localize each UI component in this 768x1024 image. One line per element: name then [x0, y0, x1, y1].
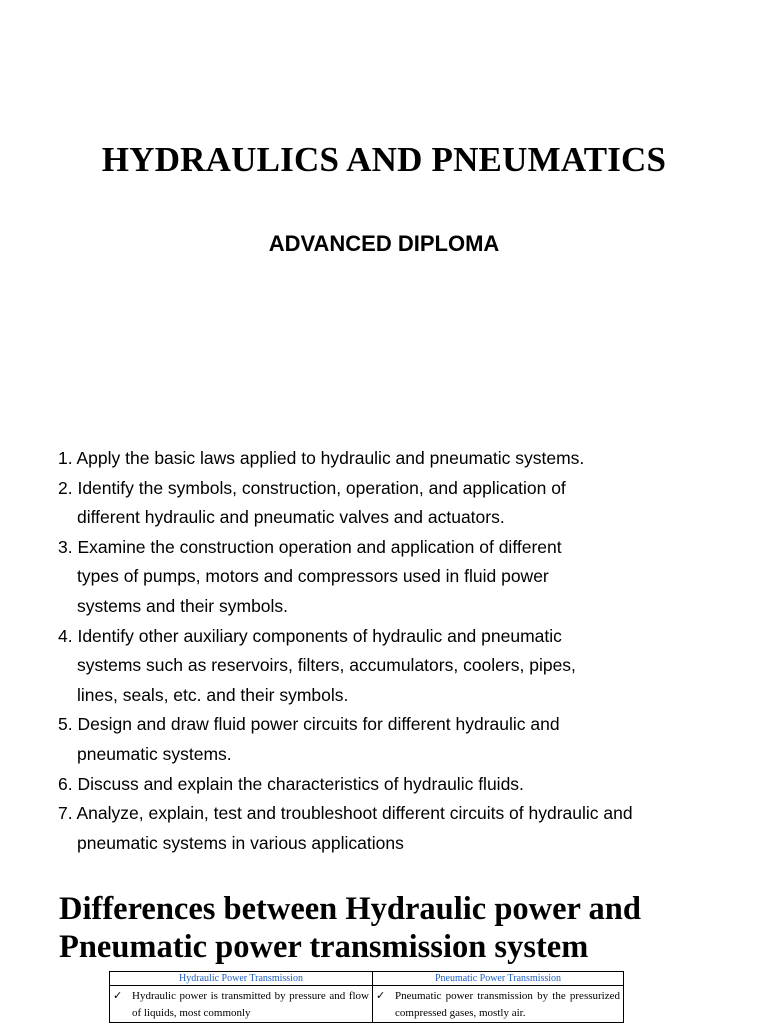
check-icon: ✓ [376, 990, 386, 1002]
table-cell-hydraulic [110, 986, 373, 1023]
objective-line: 6. Discuss and explain the characteristics of hydraulic fluids. [58, 773, 524, 794]
table-header-row [110, 972, 624, 986]
cell-text: Hydraulic power is transmitted by pressure and flow of liquids, most commonly [132, 990, 369, 1019]
objective-line: 3. Examine the construction operation and application of different [58, 536, 562, 557]
objective-line: 7. Analyze, explain, test and troubleshoot different circuits of hydraulic and [58, 803, 633, 824]
objective-line: types of pumps, motors and compressors used in fluid power [77, 566, 549, 587]
objective-line: 2. Identify the symbols, construction, operation, and application of [58, 477, 566, 498]
objective-line: 5. Design and draw fluid power circuits for different hydraulic and [58, 714, 560, 735]
document-subtitle: ADVANCED DIPLOMA [268, 231, 500, 256]
objective-line: pneumatic systems in various applications [77, 832, 404, 853]
table-cell-pneumatic [373, 986, 624, 1023]
table-row [110, 986, 624, 1023]
table-header-hydraulic: Hydraulic Power Transmission [110, 972, 373, 986]
objective-line: 1. Apply the basic laws applied to hydraulic and pneumatic systems. [58, 448, 585, 468]
section-heading-line: Pneumatic power transmission system [59, 929, 589, 965]
objective-line: pneumatic systems. [77, 743, 232, 764]
objective-line: systems and their symbols. [77, 595, 289, 616]
objective-line: different hydraulic and pneumatic valves and actuators. [77, 507, 505, 528]
objective-line: 4. Identify other auxiliary components of hydraulic and pneumatic [58, 625, 562, 646]
objective-line: systems such as reservoirs, filters, accumulators, coolers, pipes, [77, 655, 576, 676]
section-heading-line: Differences between Hydraulic power and [59, 891, 641, 927]
check-icon: ✓ [113, 990, 123, 1002]
document-title: HYDRAULICS AND PNEUMATICS [101, 140, 667, 179]
table-header-pneumatic: Pneumatic Power Transmission [373, 972, 624, 986]
comparison-table [109, 971, 624, 1023]
objectives-list [58, 444, 738, 858]
cell-text: Pneumatic power transmission by the pressurized compressed gases, mostly air. [395, 990, 620, 1019]
objective-line: lines, seals, etc. and their symbols. [77, 684, 349, 705]
section-heading [59, 890, 759, 966]
